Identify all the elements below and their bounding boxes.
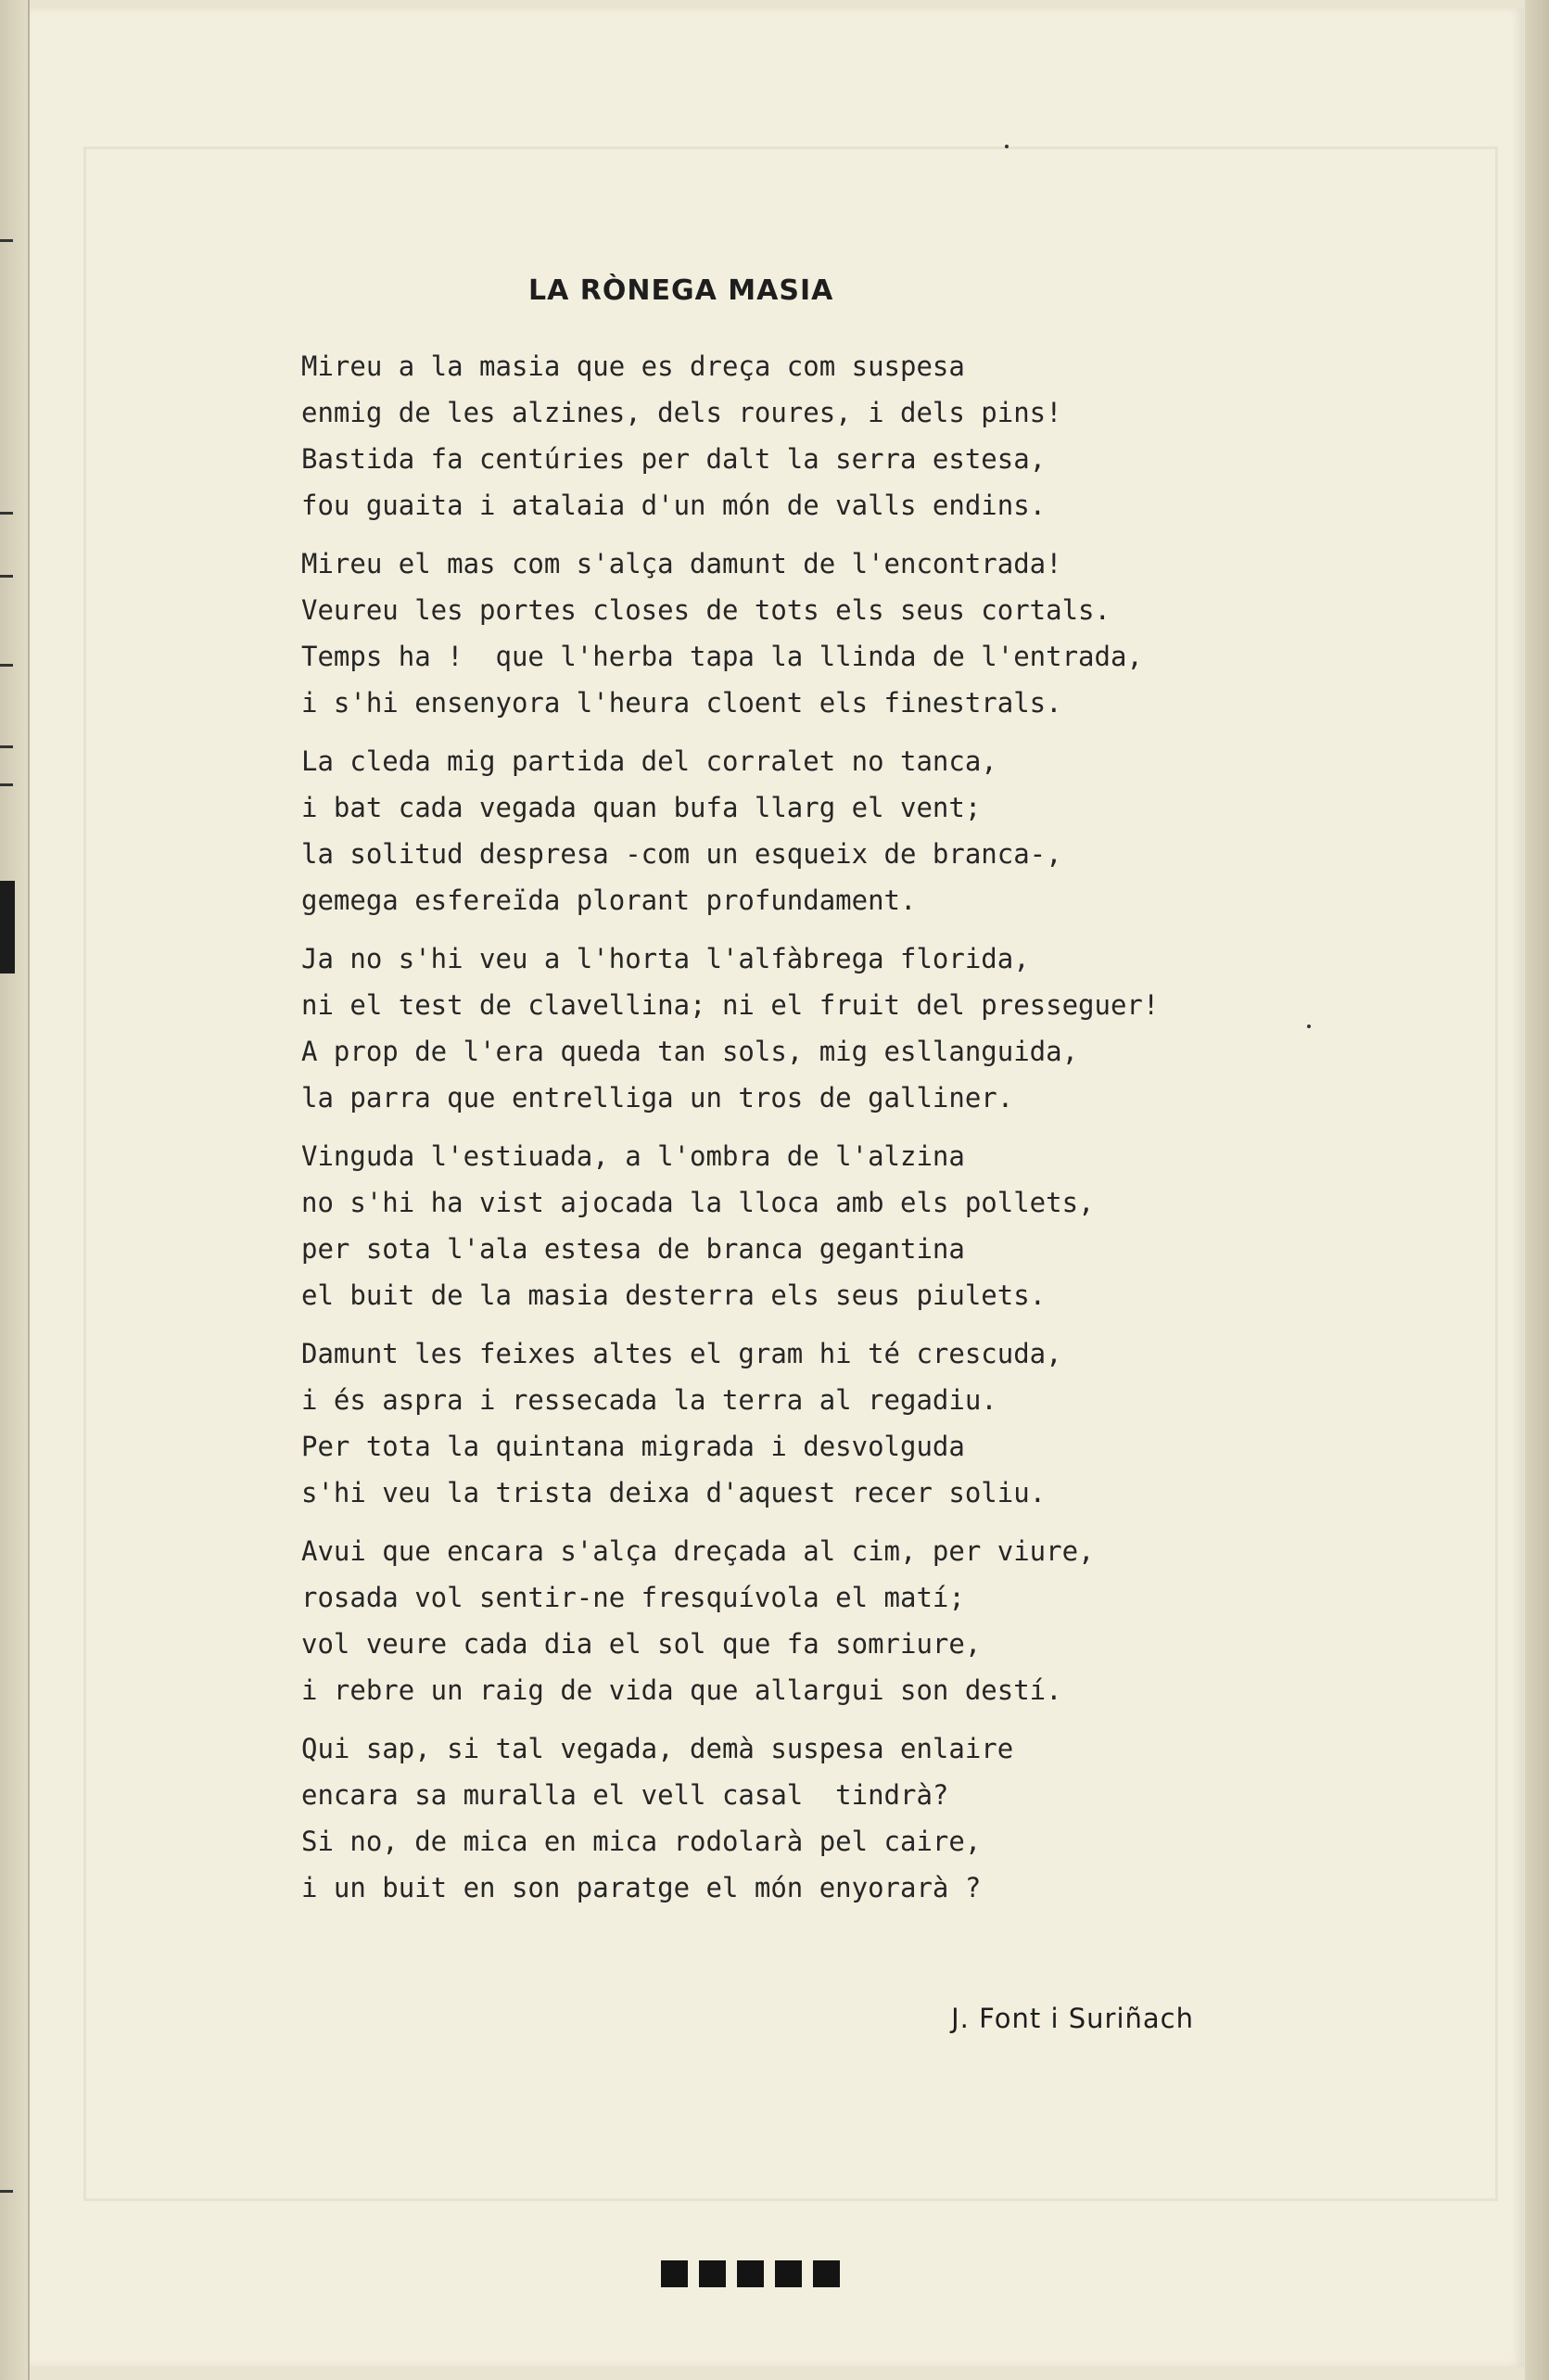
- end-square: [775, 2260, 802, 2287]
- end-square: [661, 2260, 688, 2287]
- speck: [1005, 145, 1009, 148]
- poem-line: la solitud despresa -com un esqueix de branca-,: [301, 838, 1062, 870]
- poem-line: per sota l'ala estesa de branca gegantina: [301, 1233, 965, 1265]
- poem-line: Avui que encara s'alça dreçada al cim, per viure,: [301, 1535, 1095, 1567]
- poem-line: Qui sap, si tal vegada, demà suspesa enlaire: [301, 1733, 1014, 1764]
- author-signature: J. Font i Suriñach: [951, 2003, 1194, 2034]
- poem-line: no s'hi ha vist ajocada la lloca amb els pollets,: [301, 1187, 1095, 1218]
- end-square: [737, 2260, 764, 2287]
- poem-stanza: [301, 1133, 1367, 1318]
- poem-line: Ja no s'hi veu a l'horta l'alfàbrega florida,: [301, 943, 1030, 974]
- poem-stanza: [301, 738, 1367, 923]
- edge-mark: [0, 239, 13, 242]
- poem-stanza: [301, 1528, 1367, 1713]
- poem-line: La cleda mig partida del corralet no tanca,: [301, 745, 997, 777]
- poem-line: vol veure cada dia el sol que fa somriure,: [301, 1628, 982, 1660]
- poem-line: rosada vol sentir-ne fresquívola el matí;: [301, 1582, 965, 1613]
- poem-line: Damunt les feixes altes el gram hi té crescuda,: [301, 1338, 1062, 1369]
- edge-mark: [0, 575, 13, 578]
- poem-stanza: [301, 541, 1367, 726]
- poem-line: A prop de l'era queda tan sols, mig esllanguida,: [301, 1036, 1079, 1067]
- poem-title: LA RÒNEGA MASIA: [528, 274, 834, 307]
- poem-line: Mireu el mas com s'alça damunt de l'encontrada!: [301, 548, 1062, 579]
- poem-line: Veureu les portes closes de tots els seus cortals.: [301, 594, 1111, 626]
- poem-line: fou guaita i atalaia d'un món de valls endins.: [301, 490, 1047, 521]
- poem-stanza: [301, 1330, 1367, 1516]
- poem-stanza: [301, 1725, 1367, 1911]
- poem-line: i rebre un raig de vida que allargui son destí.: [301, 1674, 1062, 1706]
- poem-line: ni el test de clavellina; ni el fruit del presseguer!: [301, 989, 1160, 1021]
- poem-line: Per tota la quintana migrada i desvolguda: [301, 1431, 965, 1462]
- poem-line: la parra que entrelliga un tros de galliner.: [301, 1082, 1014, 1114]
- poem-stanza: [301, 343, 1367, 528]
- poem-line: el buit de la masia desterra els seus piulets.: [301, 1279, 1047, 1311]
- edge-tab: [0, 881, 15, 974]
- edge-mark: [0, 512, 13, 515]
- poem-line: s'hi veu la trista deixa d'aquest recer soliu.: [301, 1477, 1047, 1508]
- poem-line: i és aspra i ressecada la terra al regadiu.: [301, 1384, 997, 1416]
- poem-body: [301, 343, 1367, 1923]
- poem-line: encara sa muralla el vell casal tindrà?: [301, 1779, 949, 1811]
- poem-line: i bat cada vegada quan bufa llarg el vent;: [301, 792, 982, 823]
- poem-line: i s'hi ensenyora l'heura cloent els finestrals.: [301, 687, 1062, 719]
- edge-mark: [0, 2190, 13, 2193]
- end-square: [699, 2260, 726, 2287]
- end-mark: [661, 2260, 840, 2287]
- poem-line: Temps ha ! que l'herba tapa la llinda de l'entrada,: [301, 641, 1143, 672]
- edge-mark: [0, 745, 13, 748]
- poem-stanza: [301, 935, 1367, 1121]
- page-edge-right: [1525, 0, 1549, 2380]
- poem-line: gemega esfereïda plorant profundament.: [301, 885, 917, 916]
- poem-line: i un buit en son paratge el món enyorarà ?: [301, 1872, 982, 1903]
- poem-line: Mireu a la masia que es dreça com suspesa: [301, 350, 965, 382]
- poem-line: Si no, de mica en mica rodolarà pel caire,: [301, 1826, 982, 1857]
- edge-mark: [0, 664, 13, 667]
- end-square: [813, 2260, 840, 2287]
- poem-line: Bastida fa centúries per dalt la serra estesa,: [301, 443, 1047, 475]
- edge-mark: [0, 783, 13, 786]
- binding-edge: [0, 0, 30, 2380]
- poem-line: Vinguda l'estiuada, a l'ombra de l'alzina: [301, 1140, 965, 1172]
- poem-line: enmig de les alzines, dels roures, i dels pins!: [301, 397, 1062, 428]
